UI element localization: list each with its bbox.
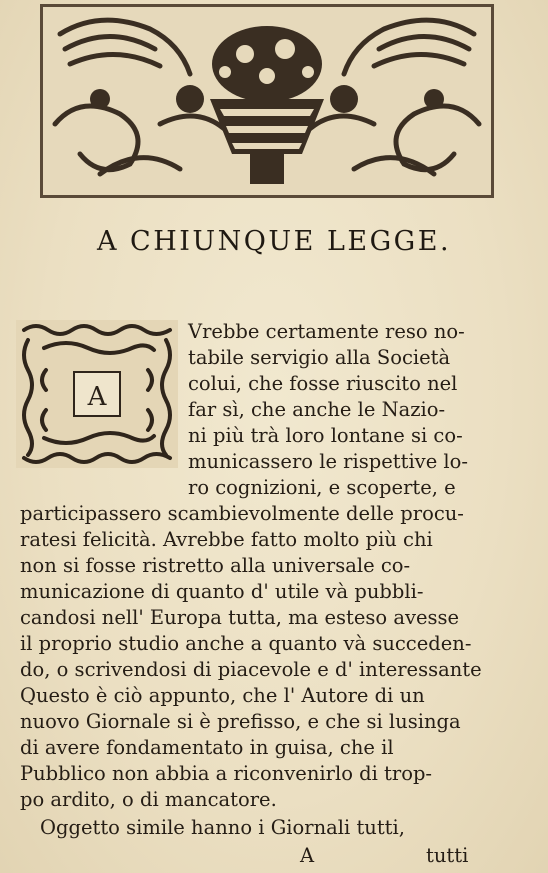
text-line: po ardito, o di mancatore. bbox=[20, 788, 277, 811]
text-line: Questo è ciò appunto, che l' Autore di un bbox=[20, 684, 425, 707]
text-line: tabile servigio alla Società bbox=[188, 346, 451, 369]
text-line: non si fosse ristretto alla universale co- bbox=[20, 554, 411, 577]
text-line: ratesi felicità. Avrebbe fatto molto più chi bbox=[20, 528, 433, 551]
text-line: participassero scambievolmente delle procu- bbox=[20, 502, 464, 525]
text-line: Vrebbe certamente reso no- bbox=[188, 320, 465, 343]
text-line: municassero le rispettive lo- bbox=[188, 450, 468, 473]
signature-mark: A bbox=[300, 844, 315, 867]
text-line: do, o scrivendosi di piacevole e d' interessante bbox=[20, 658, 482, 681]
decorated-initial-block bbox=[16, 320, 178, 468]
text-line: colui, che fosse riuscito nel bbox=[188, 372, 458, 395]
text-line: il proprio studio anche a quanto và succeden- bbox=[20, 632, 472, 655]
text-line: far sì, che anche le Nazio- bbox=[188, 398, 446, 421]
woodcut-headpiece-ornament bbox=[40, 4, 494, 198]
page-heading: A CHIUNQUE LEGGE. bbox=[96, 226, 452, 257]
text-line: candosi nell' Europa tutta, ma esteso avesse bbox=[20, 606, 460, 629]
text-line: municazione di quanto d' utile và pubbli- bbox=[20, 580, 424, 603]
text-line: nuovo Giornale si è prefisso, e che si lusinga bbox=[20, 710, 461, 733]
text-line: ni più trà loro lontane si co- bbox=[188, 424, 463, 447]
text-line: Pubblico non abbia a riconvenirlo di trop- bbox=[20, 762, 433, 785]
catchword: tutti bbox=[426, 844, 469, 867]
text-line: ro cognizioni, e scoperte, e bbox=[188, 476, 456, 499]
text-line: Oggetto simile hanno i Giornali tutti, bbox=[40, 816, 405, 839]
initial-letter: A bbox=[87, 382, 107, 412]
text-line: di avere fondamentato in guisa, che il bbox=[20, 736, 394, 759]
